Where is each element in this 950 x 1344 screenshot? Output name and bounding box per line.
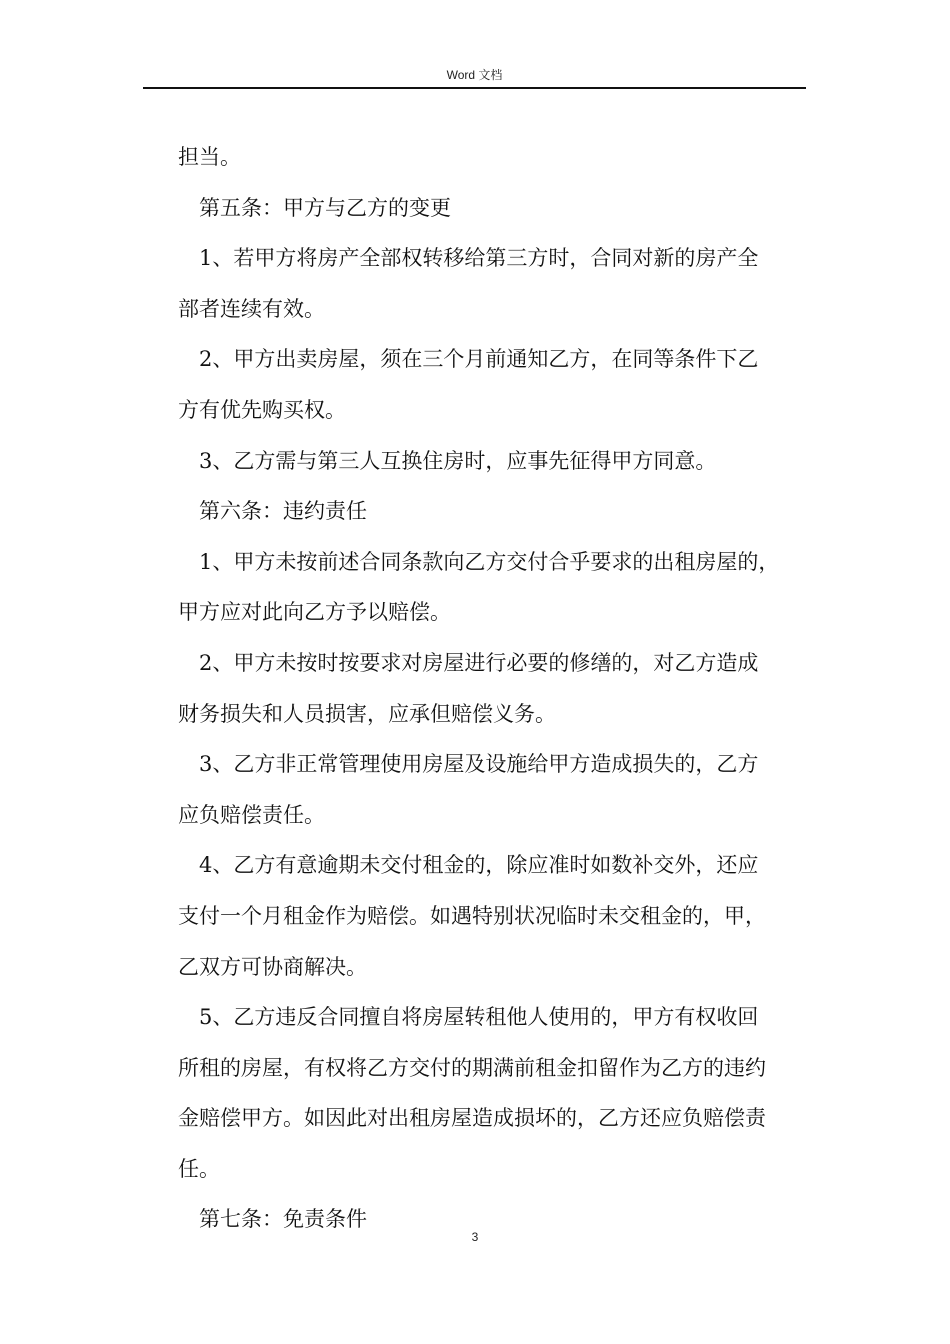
- document-body: [178, 132, 800, 1245]
- text-line: 财务损失和人员损害，应承但赔偿义务。: [178, 701, 556, 726]
- page-header: Word 文档: [446, 68, 503, 82]
- text-line: 2、甲方未按时按要求对房屋进行必要的修缮的，对乙方造成: [199, 650, 759, 675]
- text-line: 金赔偿甲方。如因此对出租房屋造成损坏的，乙方还应负赔偿责: [178, 1106, 766, 1131]
- header-rule: [143, 87, 806, 89]
- text-line: 1、若甲方将房产全部权转移给第三方时，合同对新的房产全: [199, 246, 759, 271]
- text-line: 5、乙方违反合同擅自将房屋转租他人使用的，甲方有权收回: [199, 1005, 759, 1030]
- text-line: 3、乙方非正常管理使用房屋及设施给甲方造成损失的，乙方: [199, 752, 759, 777]
- text-line: 支付一个月租金作为赔偿。如遇特别状况临时未交租金的，甲，: [178, 903, 766, 928]
- text-line: 任。: [178, 1156, 220, 1181]
- text-line: 甲方应对此向乙方予以赔偿。: [178, 600, 451, 625]
- text-line: 2、甲方出卖房屋，须在三个月前通知乙方，在同等条件下乙: [199, 347, 759, 372]
- text-line: 第六条：违约责任: [199, 499, 367, 524]
- text-line: 担当。: [178, 145, 241, 169]
- page-number: 3: [471, 1230, 479, 1244]
- text-line: 部者连续有效。: [178, 296, 325, 321]
- text-line: 乙双方可协商解决。: [178, 954, 367, 979]
- text-line: 3、乙方需与第三人互换住房时，应事先征得甲方同意。: [199, 448, 717, 473]
- text-line: 所租的房屋，有权将乙方交付的期满前租金扣留作为乙方的违约: [178, 1055, 766, 1080]
- text-line: 应负赔偿责任。: [178, 802, 325, 827]
- text-line: 4、乙方有意逾期未交付租金的，除应准时如数补交外，还应: [199, 853, 759, 878]
- text-line: 第七条：免责条件: [199, 1207, 367, 1232]
- text-line: 第五条：甲方与乙方的变更: [199, 195, 451, 220]
- text-line: 1、甲方未按前述合同条款向乙方交付合乎要求的出租房屋的，: [199, 549, 780, 574]
- text-line: 方有优先购买权。: [178, 397, 346, 422]
